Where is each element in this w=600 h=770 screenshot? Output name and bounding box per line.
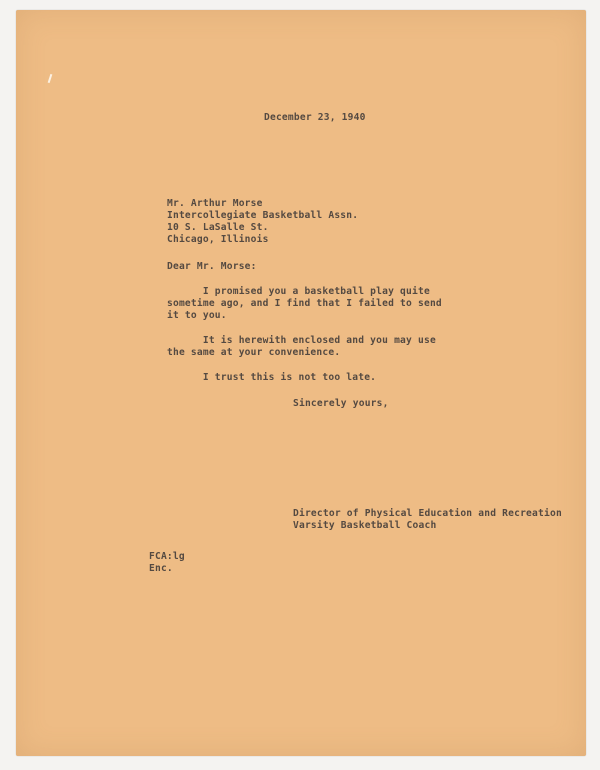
signature-title: Director of Physical Education and Recreation (293, 508, 562, 519)
body-line: the same at your convenience. (167, 347, 341, 358)
body-line: I trust this is not too late. (167, 372, 377, 383)
salutation: Dear Mr. Morse: (167, 261, 257, 272)
recipient-name: Mr. Arthur Morse (167, 198, 263, 209)
body-line: I promised you a basketball play quite (167, 286, 430, 297)
recipient-city: Chicago, Illinois (167, 234, 269, 245)
body-line: sometime ago, and I find that I failed to send (167, 298, 442, 309)
enclosure-note: Enc. (149, 563, 173, 574)
recipient-street: 10 S. LaSalle St. (167, 222, 269, 233)
body-line: It is herewith enclosed and you may use (167, 335, 436, 346)
paper-mark (48, 74, 53, 83)
signature-title: Varsity Basketball Coach (293, 520, 437, 531)
closing: Sincerely yours, (293, 398, 389, 409)
letter-date: December 23, 1940 (264, 112, 366, 123)
body-line: it to you. (167, 310, 227, 321)
reference-initials: FCA:lg (149, 551, 185, 562)
letter-page (16, 10, 586, 756)
recipient-organization: Intercollegiate Basketball Assn. (167, 210, 359, 221)
